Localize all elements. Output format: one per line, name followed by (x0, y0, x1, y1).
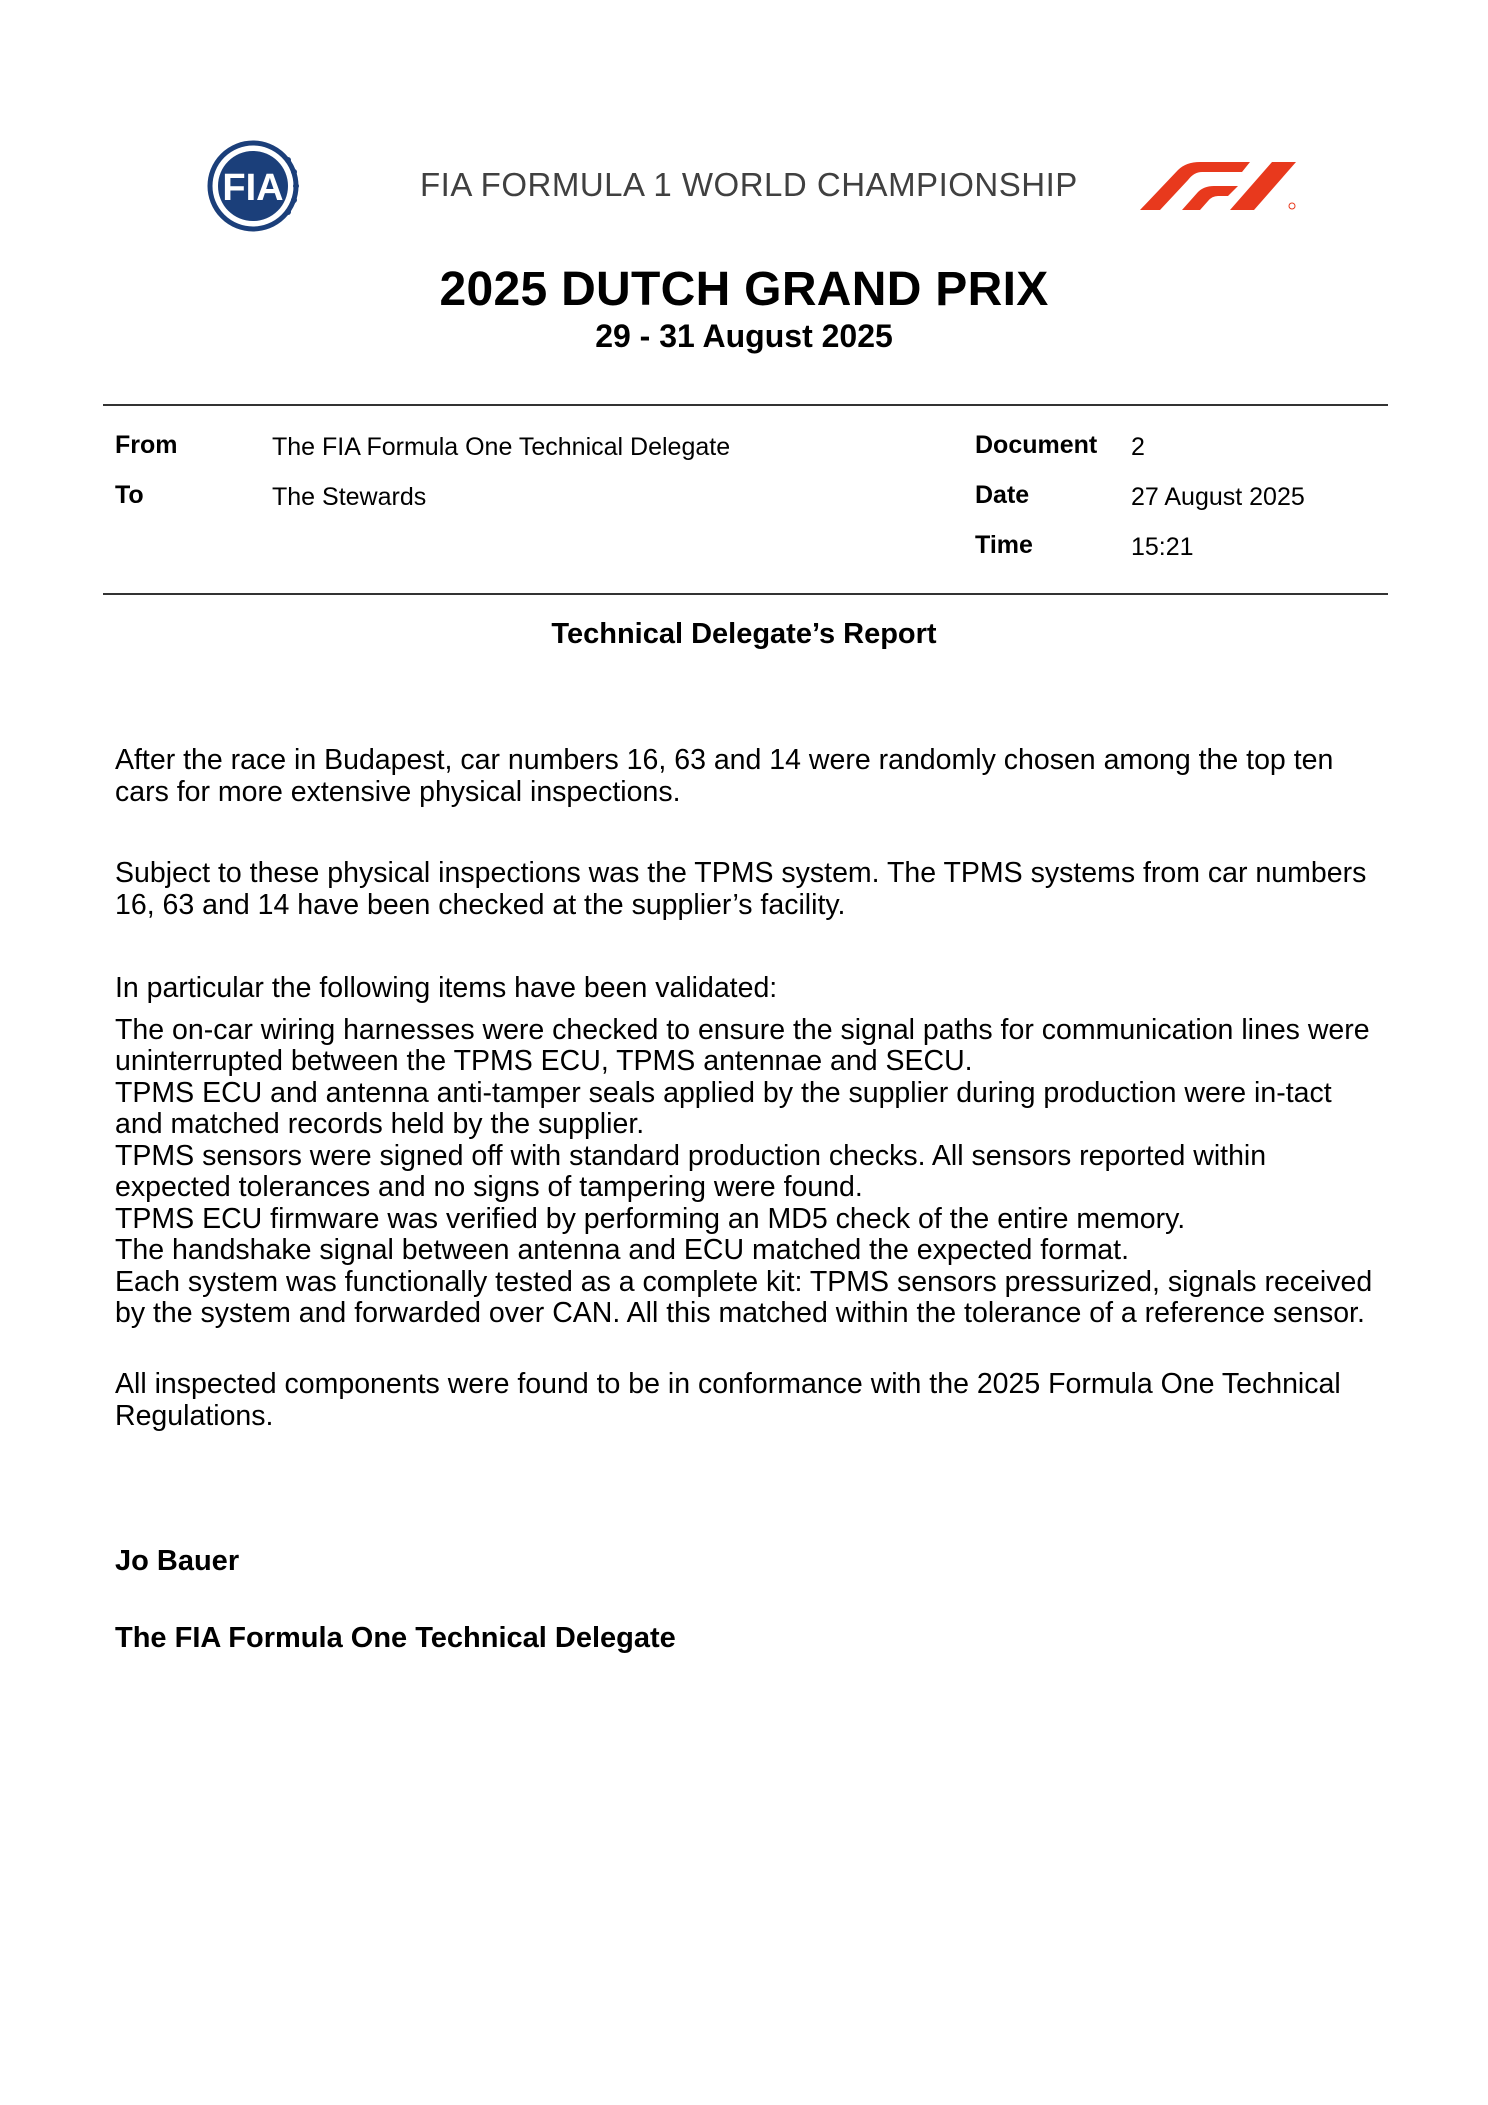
paragraph-1-text: After the race in Budapest, car numbers 16, 63 and 14 were randomly chosen among the top ten cars for more extensive physical inspections. (115, 744, 1334, 808)
date-value: 27 August 2025 (1131, 483, 1305, 511)
list-item: The on-car wiring harnesses were checked to ensure the signal paths for communication lines were uninterrupted between the TPMS ECU, TPMS antennae and SECU. (115, 1013, 1370, 1077)
event-title: 2025 DUTCH GRAND PRIX (439, 263, 1049, 316)
time-label: Time (975, 531, 1033, 559)
to-value: The Stewards (272, 483, 427, 511)
time-value: 15:21 (1131, 533, 1194, 561)
paragraph-4 (115, 1369, 1385, 1432)
items-intro: In particular the following items have been validated: (115, 972, 778, 1004)
top-divider (103, 404, 1388, 406)
list-item: The handshake signal between antenna and ECU matched the expected format. (115, 1234, 1129, 1266)
event-dates: 29 - 31 August 2025 (595, 318, 893, 354)
paragraph-2 (115, 858, 1385, 921)
document-value: 2 (1131, 433, 1145, 461)
svg-text:FIA: FIA (222, 167, 284, 209)
from-value: The FIA Formula One Technical Delegate (272, 433, 731, 461)
list-item: TPMS ECU and antenna anti-tamper seals applied by the supplier during production were in-tact and matched records held by the supplier. (115, 1076, 1332, 1140)
list-item: TPMS ECU firmware was verified by performing an MD5 check of the entire memory. (115, 1202, 1186, 1235)
paragraph-4-text: All inspected components were found to be in conformance with the 2025 Formula One Technical Regulations. (115, 1368, 1341, 1432)
championship-title: FIA FORMULA 1 WORLD CHAMPIONSHIP (420, 166, 1078, 203)
signature-role: The FIA Formula One Technical Delegate (115, 1622, 676, 1654)
paragraph-2-text: Subject to these physical inspections was the TPMS system. The TPMS systems from car numbers 16, 63 and 14 have been checked at the supplier’s facility. (115, 857, 1367, 921)
bottom-divider (103, 593, 1388, 595)
document-header (0, 130, 1488, 240)
f1-logo (1120, 160, 1300, 212)
signature-name: Jo Bauer (115, 1545, 240, 1577)
paragraph-3 (115, 973, 1385, 1330)
list-item: Each system was functionally tested as a complete kit: TPMS sensors pressurized, signals received by the system and forwarded over CAN. All this matched within the tolerance of a reference sensor. (115, 1265, 1373, 1329)
date-label: Date (975, 481, 1030, 509)
paragraph-1 (115, 745, 1385, 808)
document-label: Document (975, 431, 1098, 459)
from-label: From (115, 431, 178, 459)
to-label: To (115, 481, 144, 509)
fia-logo (190, 140, 316, 232)
list-item: TPMS sensors were signed off with standard production checks. All sensors reported within expected tolerances and no signs of tampering were found. (115, 1139, 1267, 1203)
report-title: Technical Delegate’s Report (551, 618, 937, 650)
